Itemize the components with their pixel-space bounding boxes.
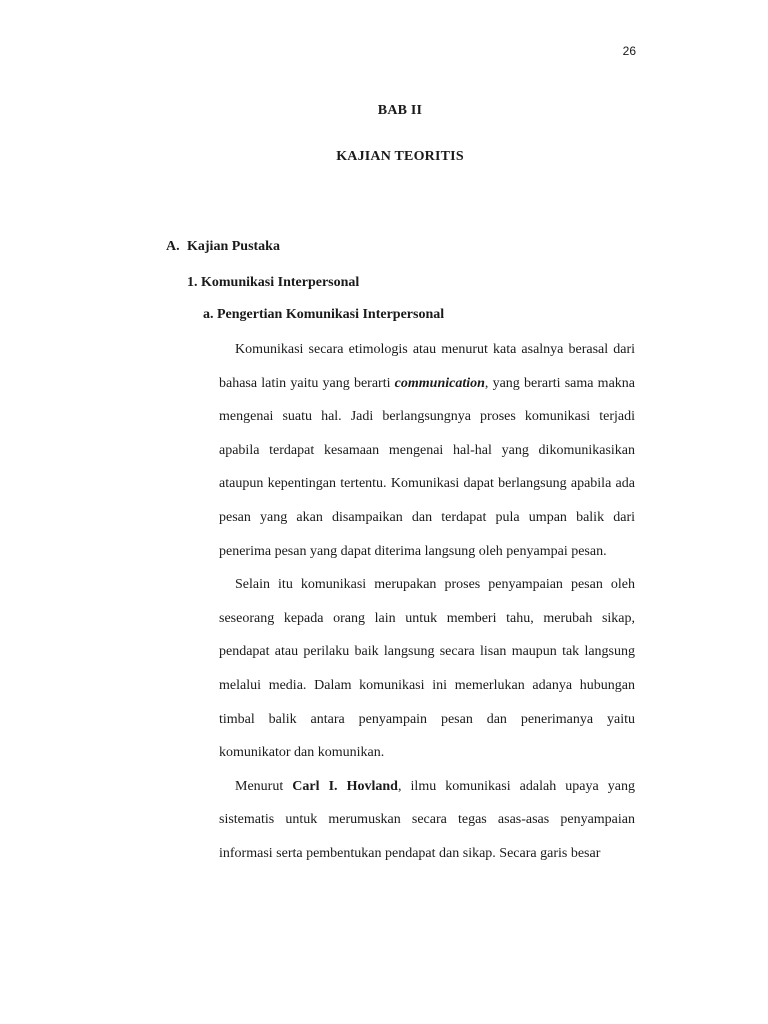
- section-marker: A.: [166, 239, 180, 254]
- section-heading-a: [166, 239, 280, 255]
- cited-author: Carl I. Hovland: [292, 778, 398, 794]
- paragraph-2: Selain itu komunikasi merupakan proses penyampaian pesan oleh seseorang kepada orang lain untuk memberi tahu, merubah sikap, pendapat atau perilaku baik langsung secara lisan maupun tak langsung melalui media. Dalam komunikasi ini memerlukan adanya hubungan timbal balik antara penyampain pesan dan penerimanya yaitu komunikator dan komunikan.: [219, 577, 635, 761]
- paragraph-1-text-start: Komunikasi secara etimologis atau menurut kata asalnya berasal dari bahasa latin yaitu yang berarti: [219, 342, 635, 391]
- paragraph-3: [219, 770, 635, 871]
- subsubsection-heading-1a: a. Pengertian Komunikasi Interpersonal: [203, 307, 445, 322]
- paragraph-3-text-start: Menurut: [235, 778, 293, 794]
- paragraph-1-text-end: , yang berarti sama makna mengenai suatu hal. Jadi berlangsungnya proses komunikasi terjadi apabila terdapat kesamaan mengenai hal-hal yang dikomunikasikan ataupun kepentingan tertentu. Komunikasi dapat berlangsung apabila ada pesan yang akan disampaikan dan terdapat pula umpan balik dari penerima pesan yang dapat diterima langsung oleh penyampai pesan.: [219, 375, 635, 559]
- paragraph-3-text-end: , ilmu komunikasi adalah upaya yang sistematis untuk merumuskan secara tegas asas-asas penyampaian informasi serta pembentukan pendapat dan sikap. Secara garis besar: [219, 778, 636, 861]
- body-text: [219, 333, 635, 871]
- chapter-title: KAJIAN TEORITIS: [336, 149, 464, 164]
- emphasized-term: communication: [394, 375, 485, 391]
- page-number: 26: [622, 44, 636, 58]
- chapter-number: BAB II: [377, 103, 423, 118]
- paragraph-1: [219, 333, 635, 568]
- section-title: Kajian Pustaka: [187, 239, 280, 254]
- subsection-heading-1: 1. Komunikasi Interpersonal: [187, 275, 360, 290]
